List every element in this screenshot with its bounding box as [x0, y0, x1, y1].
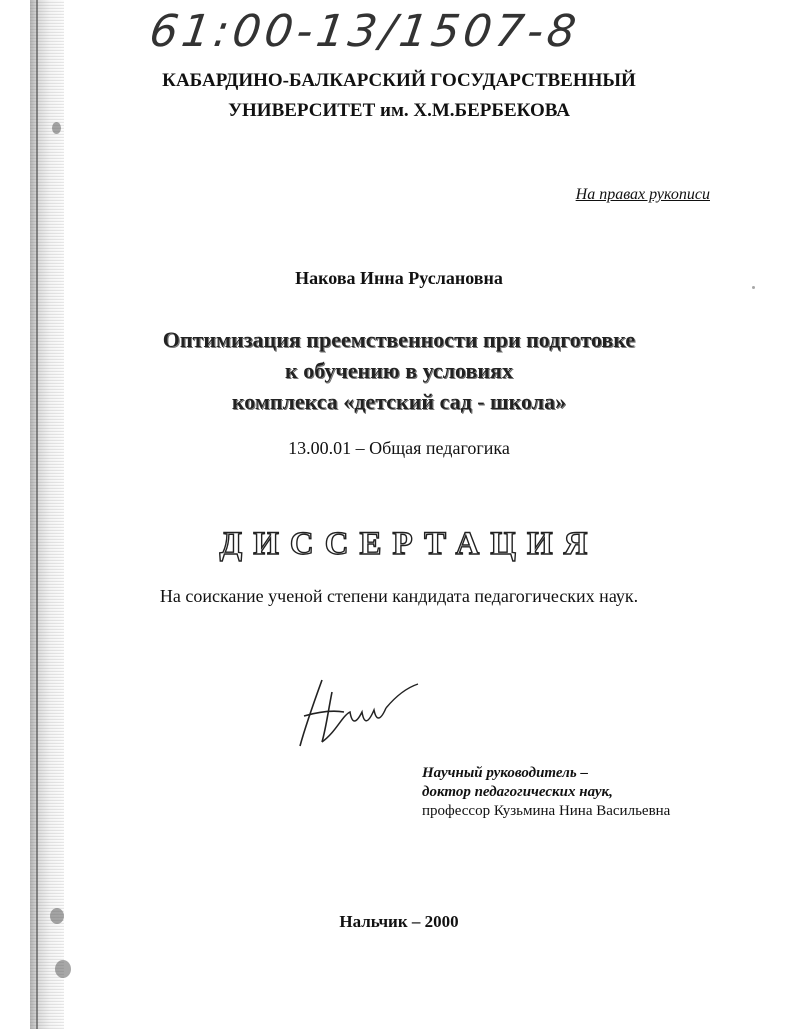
handwritten-signature [292, 672, 422, 752]
scan-speck [55, 960, 71, 978]
degree-statement: На соискание ученой степени кандидата педагогических наук. [159, 586, 639, 606]
specialty-code: 13.00.01 – Общая педагогика [288, 438, 510, 458]
dissertation-title [0, 324, 798, 417]
scan-binding-line [36, 0, 38, 1029]
advisor-degree: доктор педагогических наук, [422, 784, 613, 800]
handwritten-catalog-number: 61:00-13/1507-8 [146, 6, 583, 57]
advisor-name: профессор Кузьмина Нина Васильевна [422, 803, 671, 819]
scientific-advisor [422, 764, 670, 821]
document-type-heading: ДИССЕРТАЦИЯ [219, 526, 599, 562]
university-line-2: УНИВЕРСИТЕТ им. Х.М.БЕРБЕКОВА [228, 100, 570, 121]
rights-note: На правах рукописи [575, 186, 710, 203]
city-year: Нальчик – 2000 [339, 912, 459, 931]
title-line-1: Оптимизация преемственности при подготовке [162, 327, 636, 352]
university-line-1: КАБАРДИНО-БАЛКАРСКИЙ ГОСУДАРСТВЕННЫЙ [162, 70, 636, 91]
advisor-role: Научный руководитель – [422, 765, 588, 781]
author-name: Накова Инна Руслановна [295, 268, 503, 288]
title-line-2: к обучению в условиях [285, 358, 513, 383]
title-line-3: комплекса «детский сад - школа» [231, 389, 567, 414]
